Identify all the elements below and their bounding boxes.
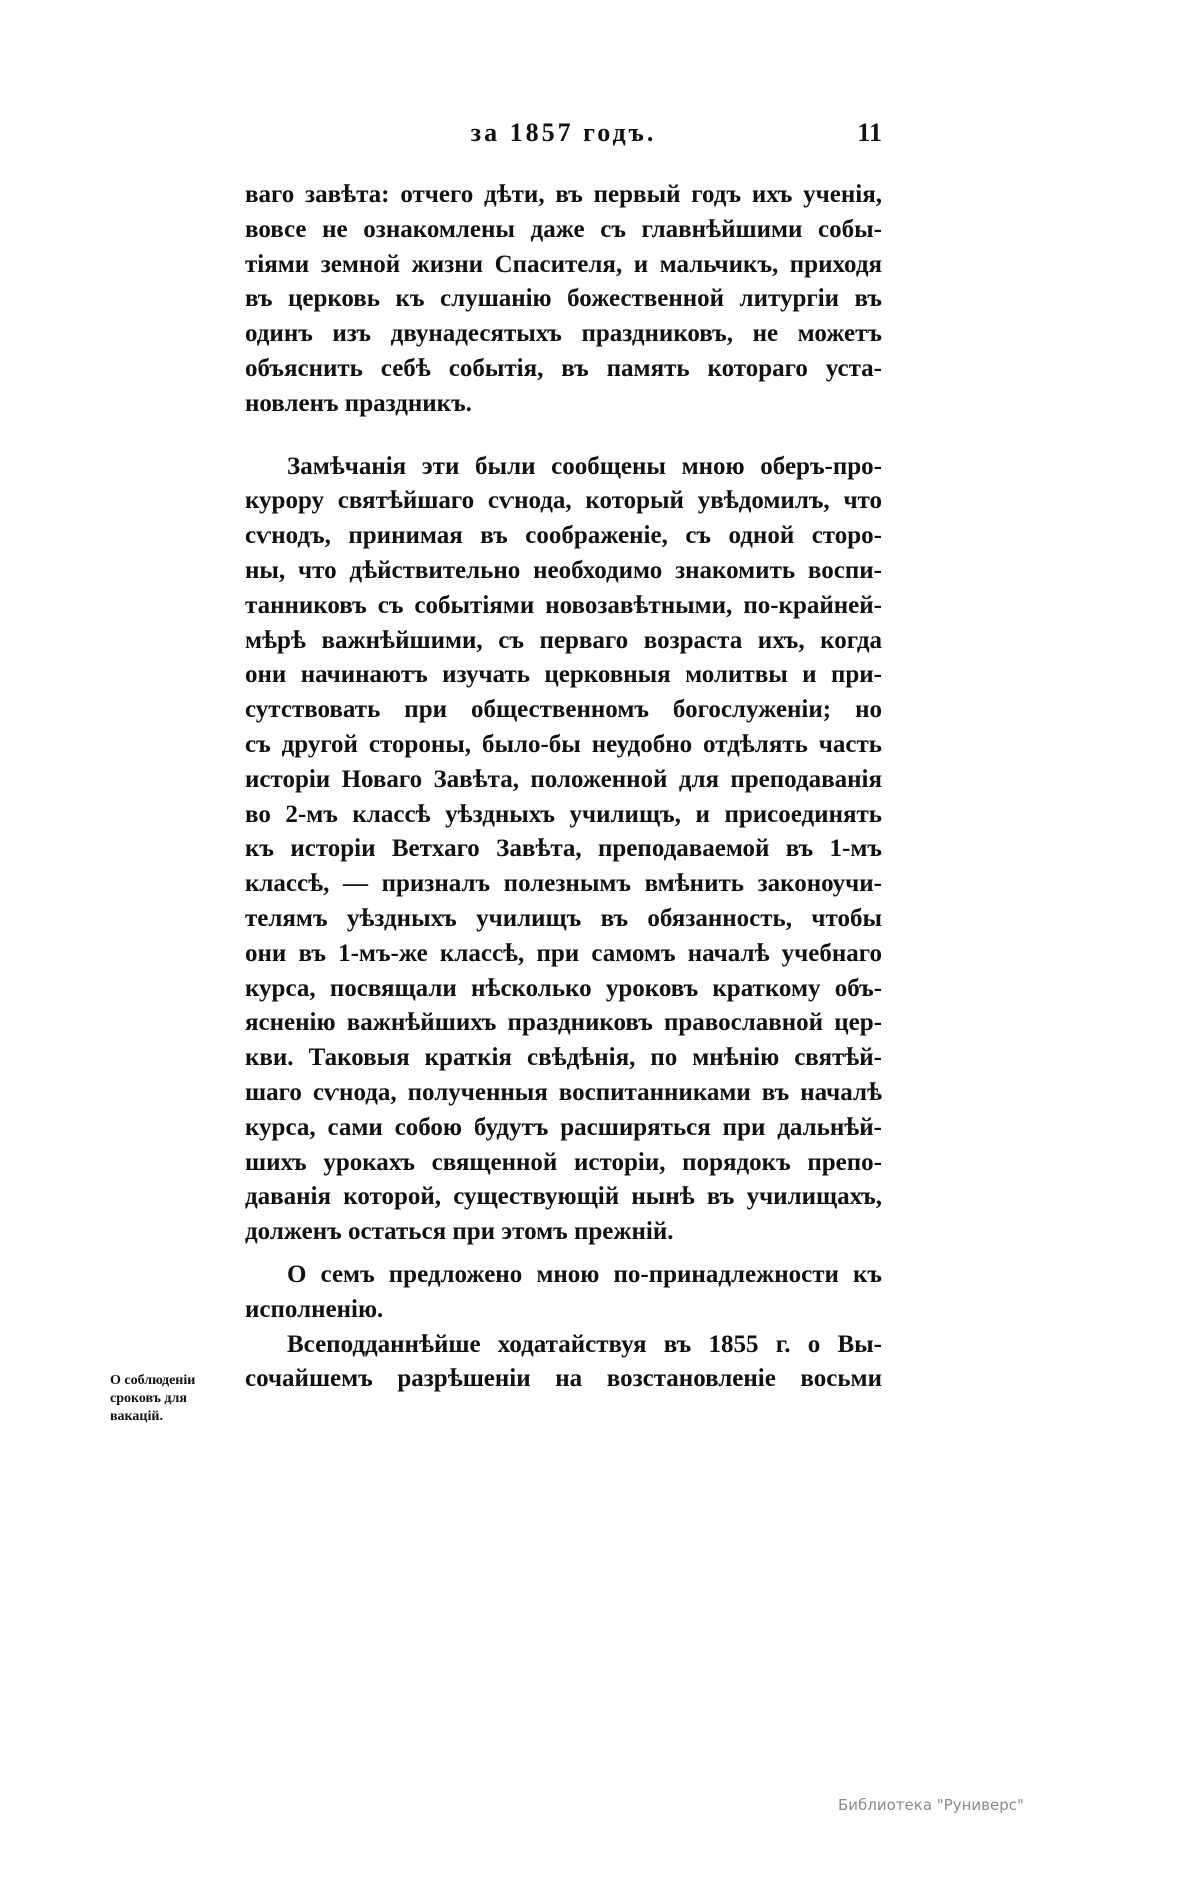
- text-line: исполненію.: [245, 1295, 384, 1323]
- text-line: съ другой стороны, было-бы неудобно отдѣлять часть: [245, 730, 882, 758]
- text-line: новленъ праздникъ.: [245, 389, 472, 417]
- text-line: вовсе не ознакомлены даже съ главнѣйшими собы-: [245, 215, 882, 243]
- page-number: 11: [857, 118, 882, 147]
- text-line: Всеподданнѣйше ходатайствуя въ 1855 г. о Вы-: [287, 1330, 882, 1358]
- text-line: ясненію важнѣйшихъ праздниковъ православной цер-: [245, 1009, 882, 1037]
- text-line: сутствовать при общественномъ богослуженіи; но: [245, 696, 882, 724]
- text-line: даванія которой, существующій нынѣ въ училищахъ,: [245, 1183, 882, 1211]
- paragraph: [245, 178, 882, 422]
- text-line: сочайшемъ разрѣшеніи на возстановленіе восьми: [245, 1365, 882, 1393]
- text-line: шихъ урокахъ священной исторіи, порядокъ препо-: [245, 1148, 882, 1176]
- text-line: они начинаютъ изучать церковныя молитвы и при-: [245, 661, 882, 689]
- text-line: въ церковь къ слушанію божественной литургіи въ: [245, 285, 882, 313]
- text-line: Замѣчанія эти были сообщены мною оберъ-про-: [287, 452, 882, 480]
- text-line: курса, сами собою будутъ расширяться при дальнѣй-: [245, 1113, 882, 1141]
- library-watermark: Библиотека "Руниверс": [838, 1796, 1024, 1814]
- text-line: ны, что дѣйствительно необходимо знакомить воспи-: [245, 556, 882, 584]
- text-line: танниковъ съ событіями новозавѣтными, по-крайней-: [245, 591, 882, 619]
- page-header: [245, 118, 882, 158]
- text-line: тіями земной жизни Спасителя, и мальчикъ, приходя: [245, 250, 882, 278]
- text-line: О семъ предложено мною по-принадлежности къ: [287, 1260, 882, 1288]
- text-line: кви. Таковыя краткія свѣдѣнія, по мнѣнію святѣй-: [245, 1044, 882, 1072]
- text-line: долженъ остаться при этомъ прежній.: [245, 1218, 674, 1246]
- text-line: одинъ изъ двунадесятыхъ праздниковъ, не можетъ: [245, 320, 882, 348]
- margin-note-line: вакацій.: [110, 1409, 163, 1424]
- text-line: телямъ уѣздныхъ училищъ въ обязанность, чтобы: [245, 904, 882, 932]
- text-line: шаго сѵнода, полученныя воспитанниками въ началѣ: [245, 1078, 882, 1106]
- text-line: ваго завѣта: отчего дѣти, въ первый годъ ихъ ученія,: [245, 181, 882, 208]
- text-line: классѣ, — призналъ полезнымъ вмѣнить законоучи-: [245, 870, 882, 898]
- text-line: объяснить себѣ событія, въ память котораго уста-: [245, 354, 882, 382]
- text-line: къ исторіи Ветхаго Завѣта, преподаваемой въ 1-мъ: [245, 835, 882, 863]
- margin-note: [110, 1372, 195, 1426]
- paragraph: [245, 1258, 882, 1328]
- paragraph: [245, 1328, 882, 1398]
- text-line: во 2-мъ классѣ уѣздныхъ училищъ, и присоединять: [245, 800, 882, 828]
- running-title: за 1857 годъ.: [470, 118, 657, 147]
- text-line: исторіи Новаго Завѣта, положенной для преподаванія: [245, 765, 882, 793]
- body-text: [245, 178, 882, 1397]
- text-line: сѵнодъ, принимая въ соображеніе, съ одной сторо-: [245, 522, 882, 550]
- text-line: курса, посвящали нѣсколько уроковъ краткому объ-: [245, 974, 882, 1002]
- margin-note-line: О соблюденіи: [110, 1373, 196, 1388]
- text-line: курору святѣйшаго сѵнода, который увѣдомилъ, что: [245, 487, 882, 515]
- text-line: мѣрѣ важнѣйшими, съ перваго возраста ихъ, когда: [245, 626, 882, 654]
- text-line: они въ 1-мъ-же классѣ, при самомъ началѣ учебнаго: [245, 939, 882, 967]
- margin-note-line: сроковъ для: [110, 1391, 187, 1406]
- paragraph: [245, 450, 882, 1250]
